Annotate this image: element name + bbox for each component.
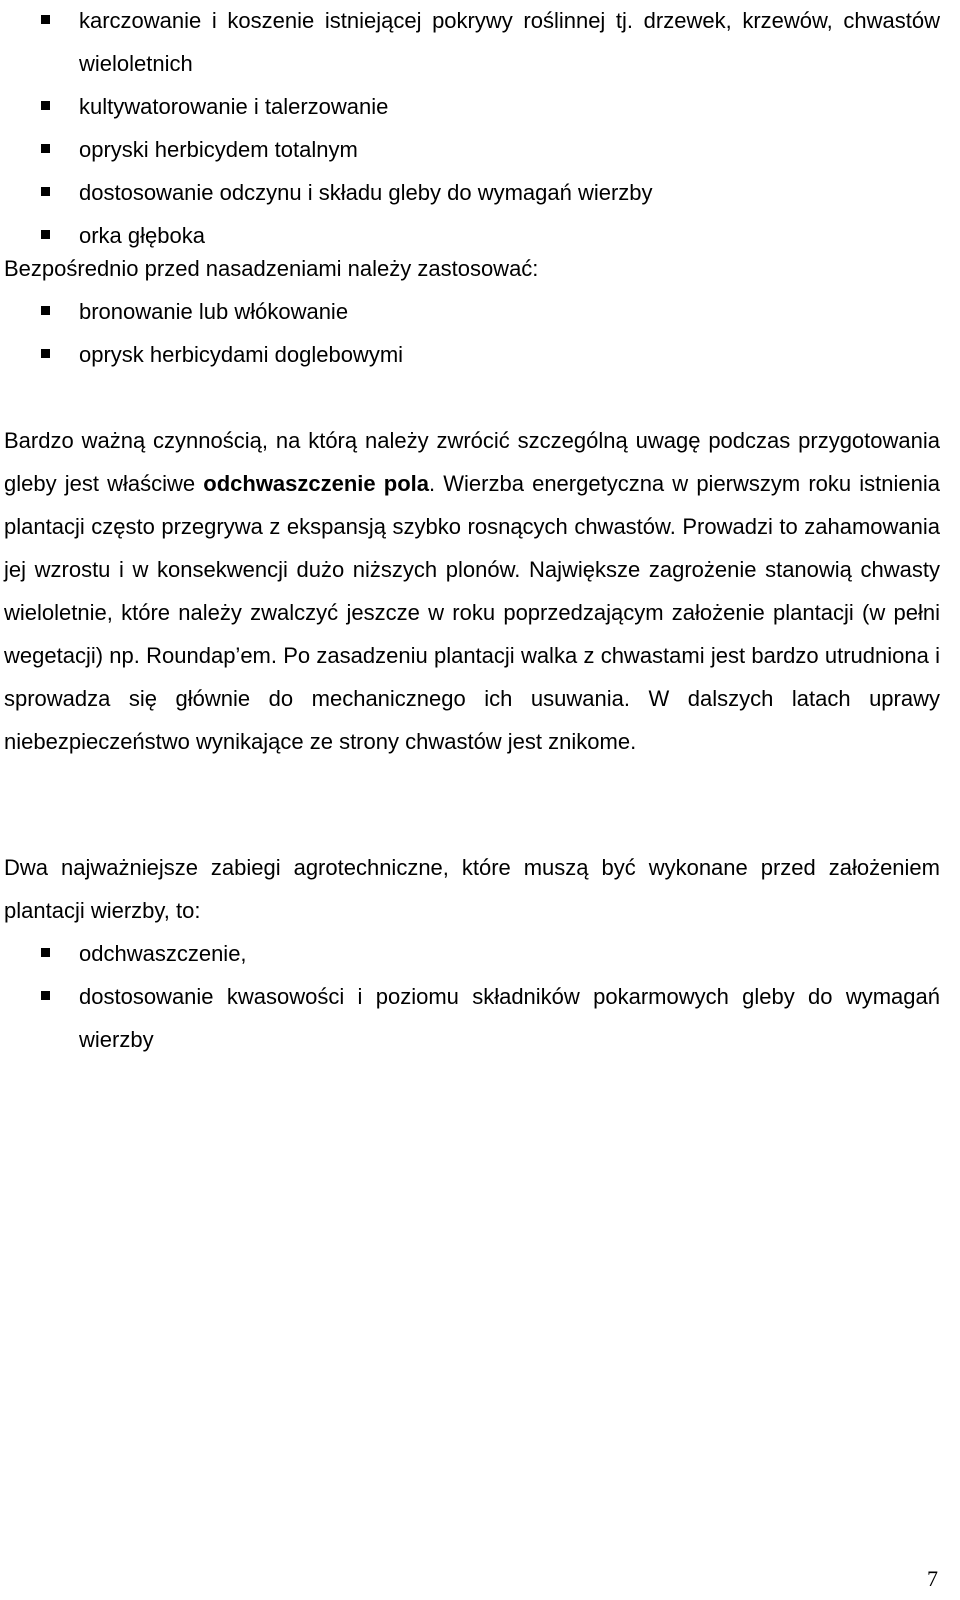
list-item-text: opryski herbicydem totalnym: [79, 137, 358, 162]
list-item: [0, 975, 960, 1061]
before-planting-list: [0, 290, 960, 376]
weeding-paragraph-body: . Wierzba energetyczna w pierwszym roku istnienia plantacji często przegrywa z ekspansją szybko rosnących chwastów. Prowadzi to zahamowania jej wzrostu i w konsekwencji dużo niższych plonów. Największe zagrożenie stanowią chwasty wieloletnie, które należy zwalczyć jeszcze w roku poprzedzającym założenie plantacji (w pełni wegetacji) np. Roundap’em. Po zasadzeniu plantacji walka z chwastami jest bardzo utrudniona i sprowadza się głównie do mechanicznego ich usuwania. W dalszych latach uprawy niebezpieczeństwo wynikające ze strony chwastów jest znikome.: [4, 471, 941, 754]
list-item: [0, 932, 960, 975]
list-item-text: oprysk herbicydami doglebowymi: [79, 342, 404, 367]
list-item-text: orka głęboka: [79, 223, 205, 248]
list-item-text: bronowanie lub włókowanie: [79, 299, 349, 324]
square-bullet-icon: [41, 144, 50, 153]
list-item-text: odchwaszczenie,: [79, 941, 247, 966]
list-item-text: dostosowanie odczynu i składu gleby do wymagań wierzby: [79, 180, 653, 205]
page-number: 7: [927, 1566, 938, 1591]
square-bullet-icon: [41, 306, 50, 315]
list-item: [0, 171, 960, 214]
square-bullet-icon: [41, 230, 50, 239]
weeding-emphasis: odchwaszczenie pola: [203, 471, 430, 496]
key-treatments-list: [0, 932, 960, 1061]
square-bullet-icon: [41, 948, 50, 957]
list-item-text: karczowanie i koszenie istniejącej pokrywy roślinnej tj. drzewek, krzewów, chwastów wieloletnich: [79, 8, 940, 76]
key-treatments-paragraph: Dwa najważniejsze zabiegi agrotechniczne, które muszą być wykonane przed założeniem plantacji wierzby, to:: [4, 855, 940, 923]
before-planting-heading: Bezpośrednio przed nasadzeniami należy zastosować:: [4, 256, 539, 281]
list-item: [0, 333, 960, 376]
square-bullet-icon: [41, 101, 50, 110]
square-bullet-icon: [41, 991, 50, 1000]
preparation-steps-list: [0, 0, 960, 257]
square-bullet-icon: [41, 15, 50, 24]
square-bullet-icon: [41, 349, 50, 358]
list-item-text: kultywatorowanie i talerzowanie: [79, 94, 389, 119]
weeding-paragraph-intro: Bardzo ważną czynnością, na którą należy zwrócić szczególną uwagę podczas przygotowania gleby jest właściwe: [4, 428, 940, 496]
square-bullet-icon: [41, 187, 50, 196]
list-item-text: dostosowanie kwasowości i poziomu składników pokarmowych gleby do wymagań wierzby: [79, 984, 940, 1052]
list-item: [0, 0, 960, 85]
list-item: [0, 290, 960, 333]
list-item: [0, 128, 960, 171]
list-item: [0, 85, 960, 128]
weeding-paragraph: [4, 419, 940, 763]
